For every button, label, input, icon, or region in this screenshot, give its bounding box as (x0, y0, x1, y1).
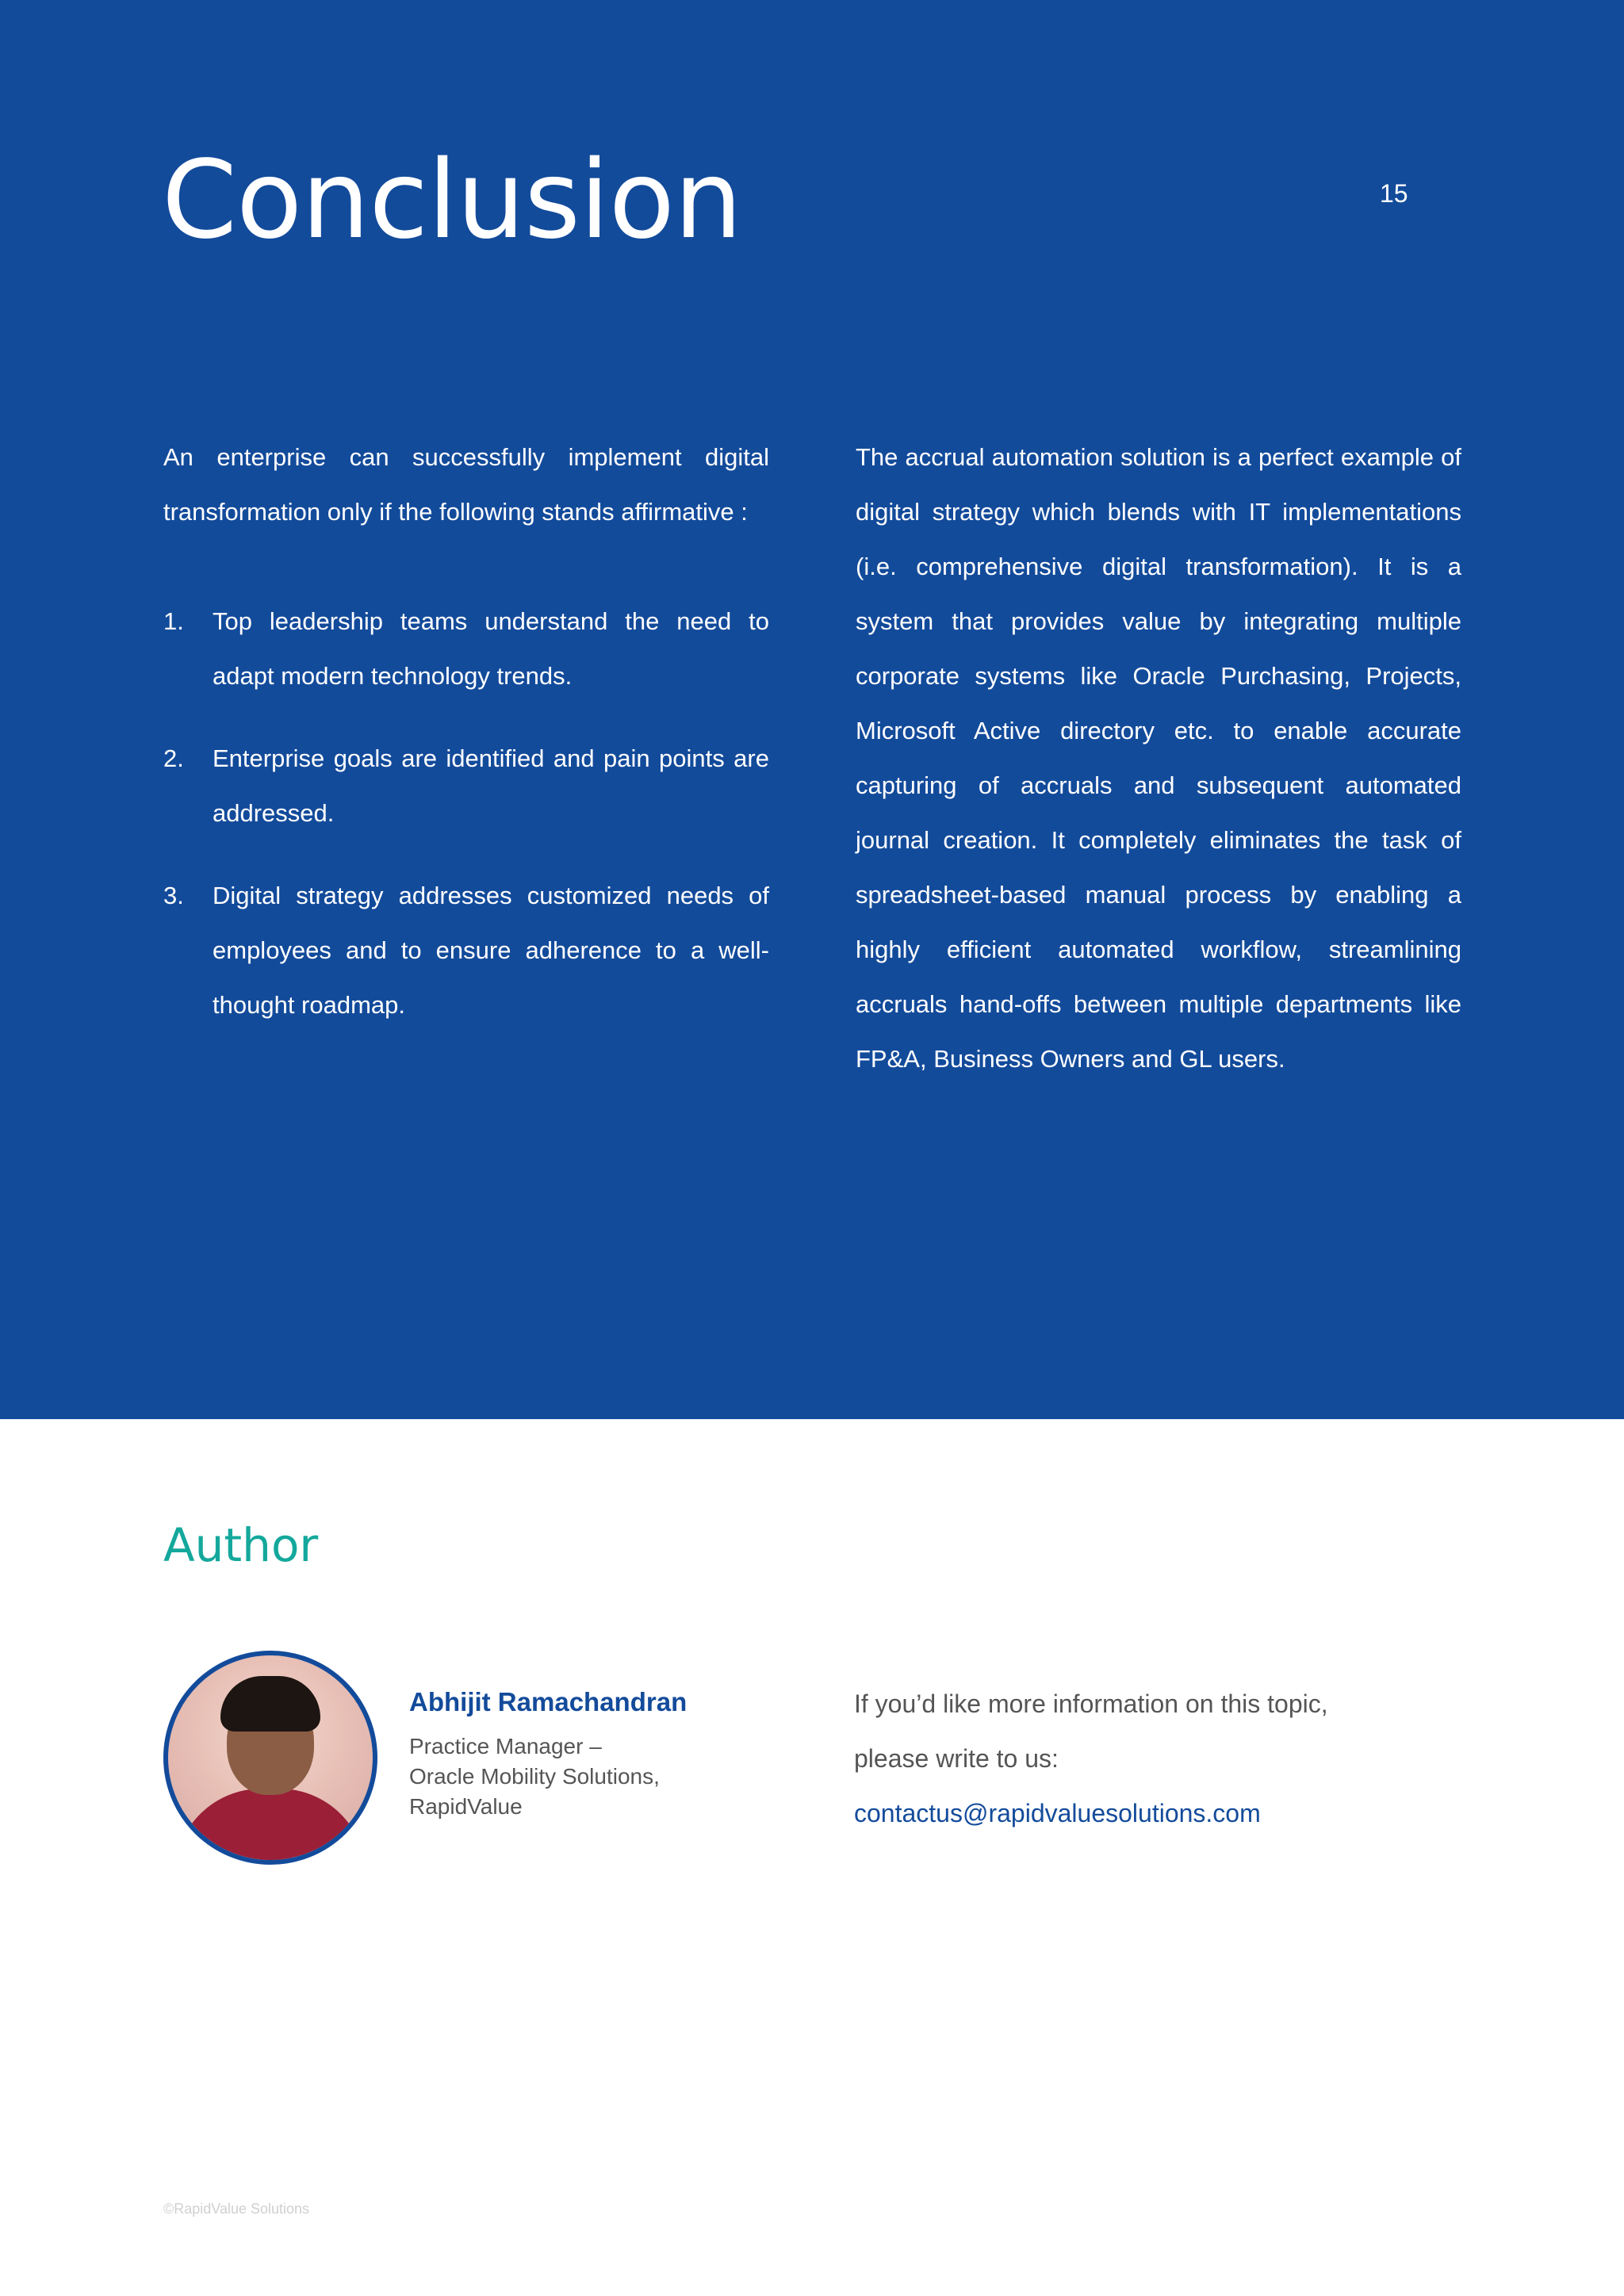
list-item-text: Enterprise goals are identified and pain points are addressed. (213, 744, 769, 827)
left-column (163, 430, 769, 1060)
contact-block (854, 1677, 1328, 1841)
list-item-number: 1. (163, 607, 184, 635)
author-title: Practice Manager – (409, 1734, 602, 1758)
list-item (163, 731, 769, 840)
author-company: RapidValue (409, 1794, 523, 1819)
list-item-number: 2. (163, 744, 184, 772)
list-item (163, 594, 769, 703)
list-item (163, 868, 769, 1032)
contact-text-line1: If you’d like more information on this topic, (854, 1689, 1328, 1718)
author-name: Abhijit Ramachandran (409, 1687, 688, 1716)
contact-email-link[interactable]: contactus@rapidvaluesolutions.com (854, 1799, 1261, 1827)
author-heading: Author (163, 1518, 319, 1572)
requirements-list (163, 594, 769, 1032)
author-avatar (163, 1651, 377, 1865)
copyright-footer: ©RapidValue Solutions (163, 2201, 310, 2217)
list-item-text: Top leadership teams understand the need to adapt modern technology trends. (213, 607, 769, 690)
author-role (409, 1732, 660, 1822)
solution-paragraph: The accrual automation solution is a perfect example of digital strategy which blends with IT implementations (i.e. comprehensive digital transformation). It is a system that provides value by integrating multiple corporate systems like Oracle Purchasing, Projects, Microsoft Active directory etc. to enable accurate capturing of accruals and subsequent automated journal creation. It completely eliminates the task of spreadsheet-based manual process by enabling a highly efficient automated workflow, streamlining accruals hand-offs between multiple departments like FP&A, Business Owners and GL users. (856, 443, 1461, 1073)
list-item-number: 3. (163, 882, 184, 909)
list-item-text: Digital strategy addresses customized needs of employees and to ensure adherence to a well-thought roadmap. (213, 882, 769, 1019)
page-number: 15 (1380, 179, 1408, 208)
right-column (856, 430, 1461, 1086)
contact-text-line2: please write to us: (854, 1744, 1059, 1773)
author-department: Oracle Mobility Solutions, (409, 1764, 660, 1789)
intro-paragraph: An enterprise can successfully implement digital transformation only if the following stands affirmative : (163, 443, 769, 526)
page-title: Conclusion (162, 138, 742, 263)
